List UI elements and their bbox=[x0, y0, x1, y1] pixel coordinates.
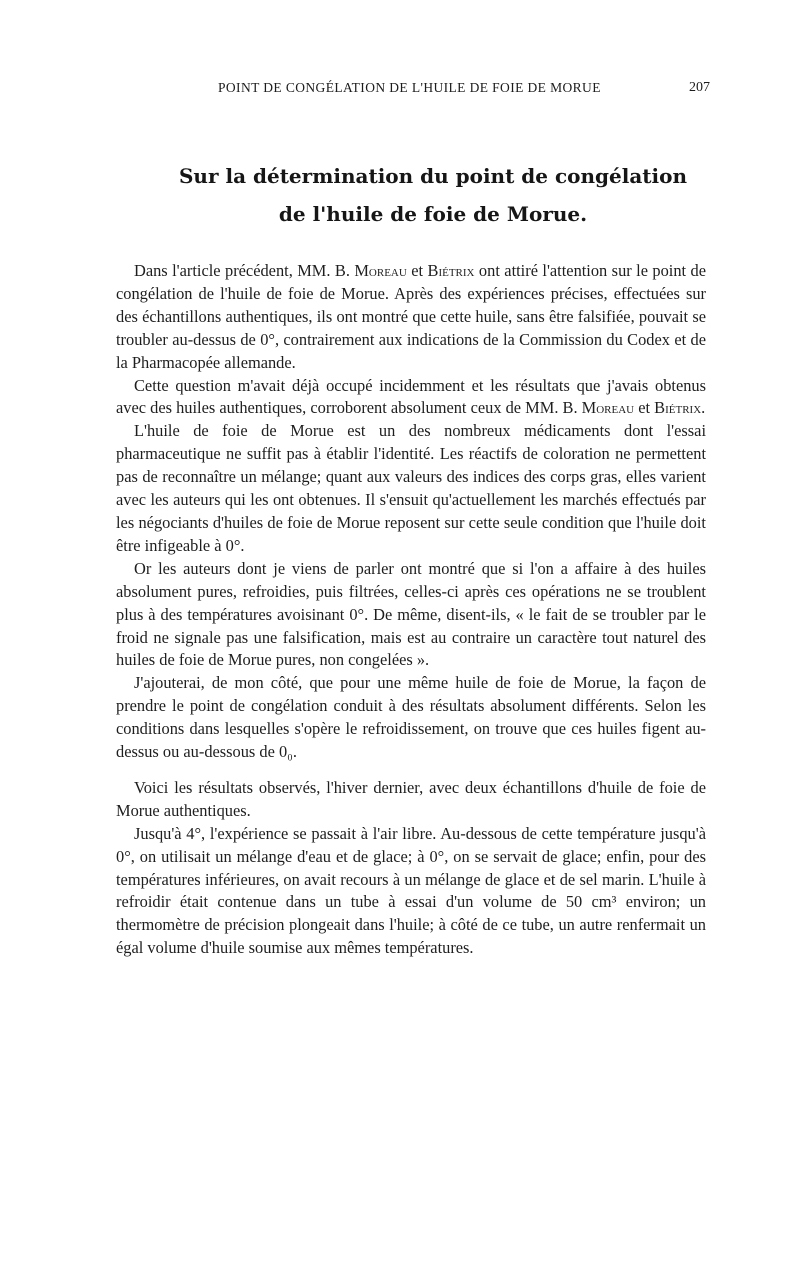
paragraph-5: J'ajouterai, de mon côté, que pour une même huile de foie de Morue, la façon de prendre le point de congélation conduit à des résultats absolument différents. Selon les conditions dans lesquelles s'opère le refroidissement, on trouve que ces huiles figent au-dessus ou au-dessous de 0₀. bbox=[116, 673, 706, 762]
author-name-bietrix: Biétrix bbox=[427, 261, 475, 280]
page-number: 207 bbox=[689, 80, 710, 95]
paragraph-3: L'huile de foie de Morue est un des nombreux médicaments dont l'essai pharmaceutique ne suffit pas à établir l'identité. Les réactifs de coloration ne permettent pas de reconnaître un mélange; quant aux valeurs des indices des corps gras, elles varient avec les auteurs qui les ont obtenues. Il s'ensuit qu'actuellement les marchés effectués par les négociants d'huiles de foie de Morue reposent sur cette seule condition que l'huile doit être infigeable à 0°. bbox=[116, 421, 706, 555]
paragraph-4: Or les auteurs dont je viens de parler ont montré que si l'on a affaire à des huiles absolument pures, refroidies, puis filtrées, celles-ci après ces opérations ne se troublent plus à des températures avoisinant 0°. De même, disent-ils, « le fait de se troubler par le froid ne signale pas une falsification, mais est au contraire un caractère tout naturel des huiles de foie de Morue pures, non congelées ». bbox=[116, 558, 706, 670]
author-name-bietrix: Biétrix bbox=[654, 398, 702, 418]
article-title-line-2: de l'huile de foie de Morue. bbox=[278, 202, 588, 226]
paragraph-6: Voici les résultats observés, l'hiver dernier, avec deux échantillons d'huile de foie de Morue authentiques. bbox=[116, 777, 706, 820]
paragraph-2: Cette question m'avait déjà occupé incidemment et les résultats que j'avais obtenus avec des huiles authentiques, corroborent absolument ceux de MM. B. Moreau et Biétrix. bbox=[116, 375, 706, 418]
paragraph-7: Jusqu'à 4°, l'expérience se passait à l'air libre. Au-dessous de cette température jusqu'à 0°, on utilisait un mélange d'eau et de glace; à 0°, on se servait de glace; enfin, pour des températures inférieures, on avait recours à un mélange de glace et de sel marin. L'huile à refroidir était contenue dans un tube à essai d'un volume de 50 cm³ environ; un thermomètre de précision plongeait dans l'huile; à côté de ce tube, un autre renfermait un égal volume d'huile soumise aux mêmes températures. bbox=[116, 823, 706, 958]
article-body bbox=[116, 260, 706, 960]
paragraph-1: Dans l'article précédent, MM. B. Moreau et Biétrix ont attiré l'attention sur le point de congélation de l'huile de foie de Morue. Après des expériences précises, effectuées sur des échantillons authentiques, ils ont montré que cette huile, sans être falsifiée, pouvait se troubler au-dessus de 0°, contrairement aux indications de la Commission du Codex et de la Pharmacopée allemande. bbox=[116, 261, 706, 372]
running-title: POINT DE CONGÉLATION DE L'HUILE DE FOIE DE MORUE bbox=[218, 80, 601, 95]
article-title-line-1: Sur la détermination du point de congélation bbox=[178, 164, 688, 188]
author-name-moreau: Moreau bbox=[354, 261, 407, 280]
author-name-moreau: Moreau bbox=[581, 398, 635, 418]
article-title bbox=[80, 157, 786, 233]
running-header bbox=[218, 80, 710, 100]
